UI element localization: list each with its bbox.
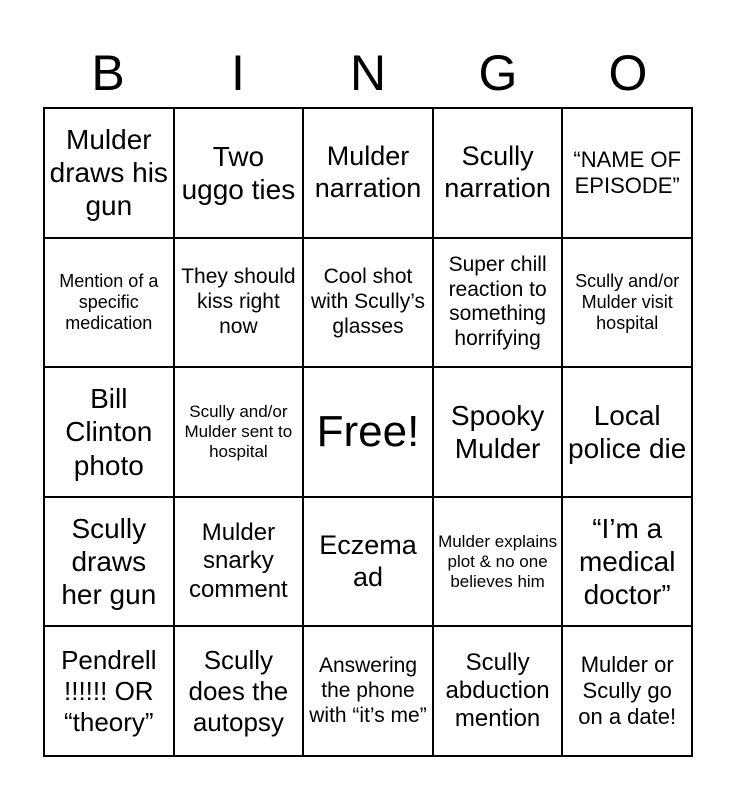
bingo-cell[interactable]: Bill Clinton photo <box>44 367 174 497</box>
header-letter-b: B <box>91 45 125 101</box>
bingo-cell[interactable]: Mulder explains plot & no one believes him <box>433 497 563 627</box>
bingo-cell[interactable]: Two uggo ties <box>174 108 304 238</box>
header-letter-n: N <box>349 45 387 101</box>
bingo-cell[interactable]: Scully and/or Mulder sent to hospital <box>174 367 304 497</box>
bingo-cell[interactable]: “NAME OF EPISODE” <box>562 108 692 238</box>
bingo-cell[interactable]: They should kiss right now <box>174 238 304 368</box>
bingo-cell[interactable]: Mulder snarky comment <box>174 497 304 627</box>
bingo-cell[interactable]: Cool shot with Scully’s glasses <box>303 238 433 368</box>
free-space[interactable]: Free! <box>303 367 433 497</box>
bingo-cell[interactable]: Super chill reaction to something horrifying <box>433 238 563 368</box>
bingo-cell[interactable]: Mention of a specific medication <box>44 238 174 368</box>
bingo-cell[interactable]: Eczema ad <box>303 497 433 627</box>
header-letter-g: G <box>478 45 518 101</box>
bingo-card <box>43 107 693 757</box>
header-letter-i: I <box>231 45 245 101</box>
bingo-header <box>43 40 693 106</box>
bingo-cell[interactable]: Local police die <box>562 367 692 497</box>
bingo-cell[interactable]: Spooky Mulder <box>433 367 563 497</box>
bingo-cell[interactable]: Scully and/or Mulder visit hospital <box>562 238 692 368</box>
header-letter-o: O <box>608 45 648 101</box>
bingo-cell[interactable]: Scully does the autopsy <box>174 626 304 756</box>
bingo-cell[interactable]: Scully abduction mention <box>433 626 563 756</box>
bingo-cell[interactable]: Mulder draws his gun <box>44 108 174 238</box>
bingo-cell[interactable]: Mulder or Scully go on a date! <box>562 626 692 756</box>
bingo-cell[interactable]: Scully draws her gun <box>44 497 174 627</box>
bingo-cell[interactable]: Answering the phone with “it’s me” <box>303 626 433 756</box>
bingo-cell[interactable]: Pendrell !!!!!! OR “theory” <box>44 626 174 756</box>
bingo-cell[interactable]: “I’m a medical doctor” <box>562 497 692 627</box>
bingo-cell[interactable]: Mulder narration <box>303 108 433 238</box>
bingo-cell[interactable]: Scully narration <box>433 108 563 238</box>
